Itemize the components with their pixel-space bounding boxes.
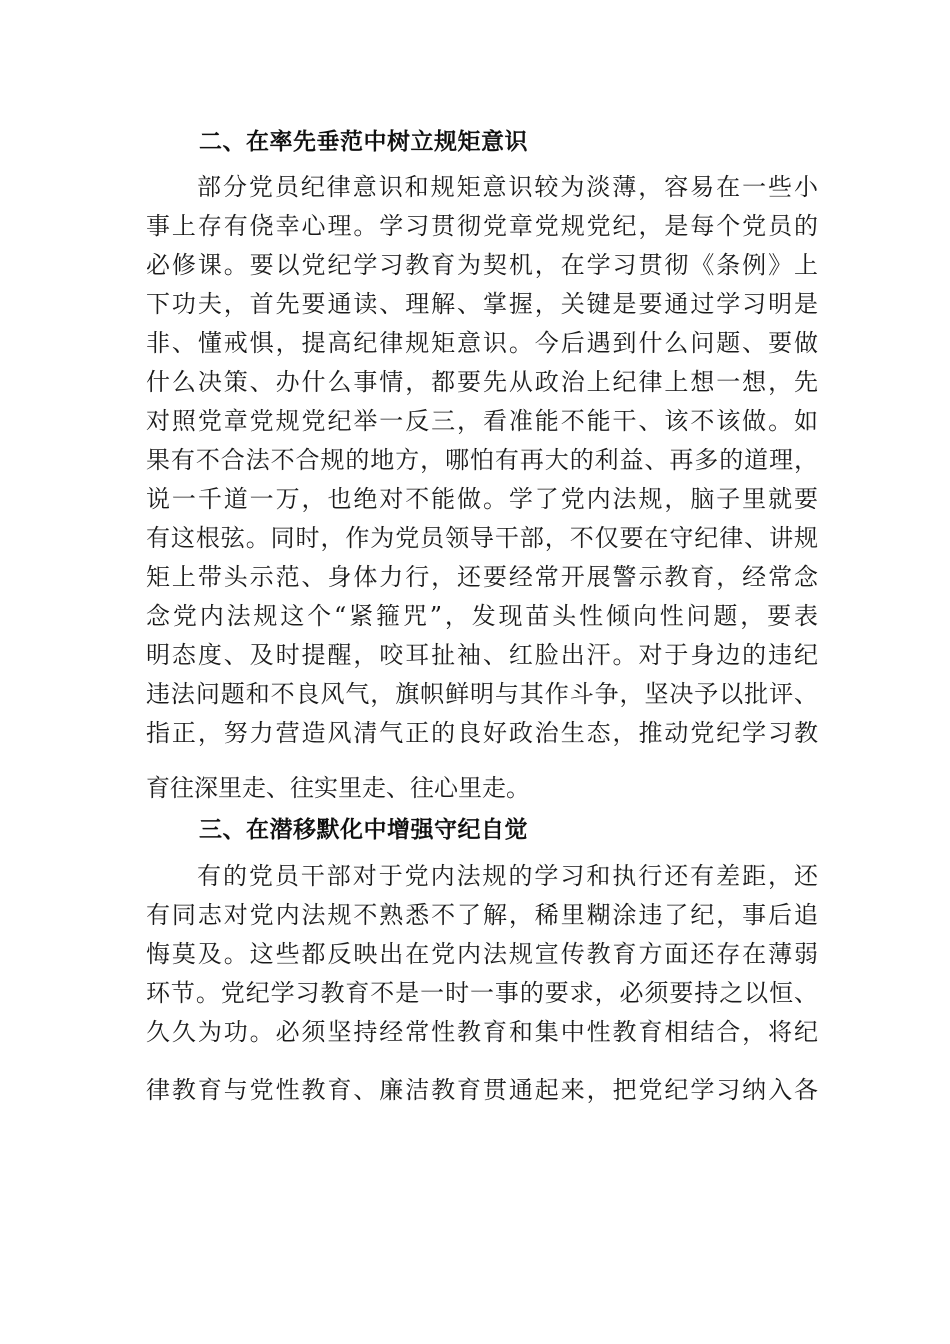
paragraph-line: 非、懂戒惧，提高纪律规矩意识。今后遇到什么问题、要做	[146, 329, 818, 357]
paragraph-line: 违法问题和不良风气，旗帜鲜明与其作斗争，坚决予以批评、	[146, 680, 818, 708]
paragraph-line: 悔莫及。这些都反映出在党内法规宣传教育方面还存在薄弱	[146, 940, 818, 968]
paragraph-line: 下功夫，首先要通读、理解、掌握，关键是要通过学习明是	[146, 290, 818, 318]
paragraph-line: 什么决策、办什么事情，都要先从政治上纪律上想一想，先	[146, 368, 818, 396]
paragraph-line: 明态度、及时提醒，咬耳扯袖、红脸出汗。对于身边的违纪	[146, 641, 818, 669]
section-heading-3: 三、在潜移默化中增强守纪自觉	[199, 817, 528, 843]
paragraph-line: 久久为功。必须坚持经常性教育和集中性教育相结合，将纪	[146, 1018, 818, 1046]
paragraph-line: 部分党员纪律意识和规矩意识较为淡薄，容易在一些小	[197, 173, 818, 201]
paragraph-line: 指正，努力营造风清气正的良好政治生态，推动党纪学习教	[146, 719, 818, 747]
section-body-3	[146, 857, 818, 1110]
paragraph-line: 说一千道一万，也绝对不能做。学了党内法规，脑子里就要	[146, 485, 818, 513]
section-heading-2: 二、在率先垂范中树立规矩意识	[199, 129, 528, 155]
paragraph-line: 矩上带头示范、身体力行，还要经常开展警示教育，经常念	[146, 563, 818, 591]
paragraph-line: 事上存有侥幸心理。学习贯彻党章党规党纪，是每个党员的	[146, 212, 818, 240]
paragraph-line: 果有不合法不合规的地方，哪怕有再大的利益、再多的道理，	[146, 446, 818, 474]
paragraph-line: 有同志对党内法规不熟悉不了解，稀里糊涂违了纪，事后追	[146, 901, 818, 929]
paragraph-line: 有的党员干部对于党内法规的学习和执行还有差距，还	[197, 862, 818, 890]
paragraph-line: 念党内法规这个“紧箍咒”，发现苗头性倾向性问题，要表	[146, 602, 818, 630]
paragraph-line: 对照党章党规党纪举一反三，看准能不能干、该不该做。如	[146, 407, 818, 435]
paragraph-line: 必修课。要以党纪学习教育为契机，在学习贯彻《条例》上	[146, 251, 818, 279]
paragraph-line: 育往深里走、往实里走、往心里走。	[146, 774, 530, 802]
paragraph-line: 环节。党纪学习教育不是一时一事的要求，必须要持之以恒、	[146, 979, 818, 1007]
section-body-2	[146, 168, 818, 808]
paragraph-line: 律教育与党性教育、廉洁教育贯通起来，把党纪学习纳入各	[146, 1076, 818, 1104]
paragraph-line: 有这根弦。同时，作为党员领导干部，不仅要在守纪律、讲规	[146, 524, 818, 552]
